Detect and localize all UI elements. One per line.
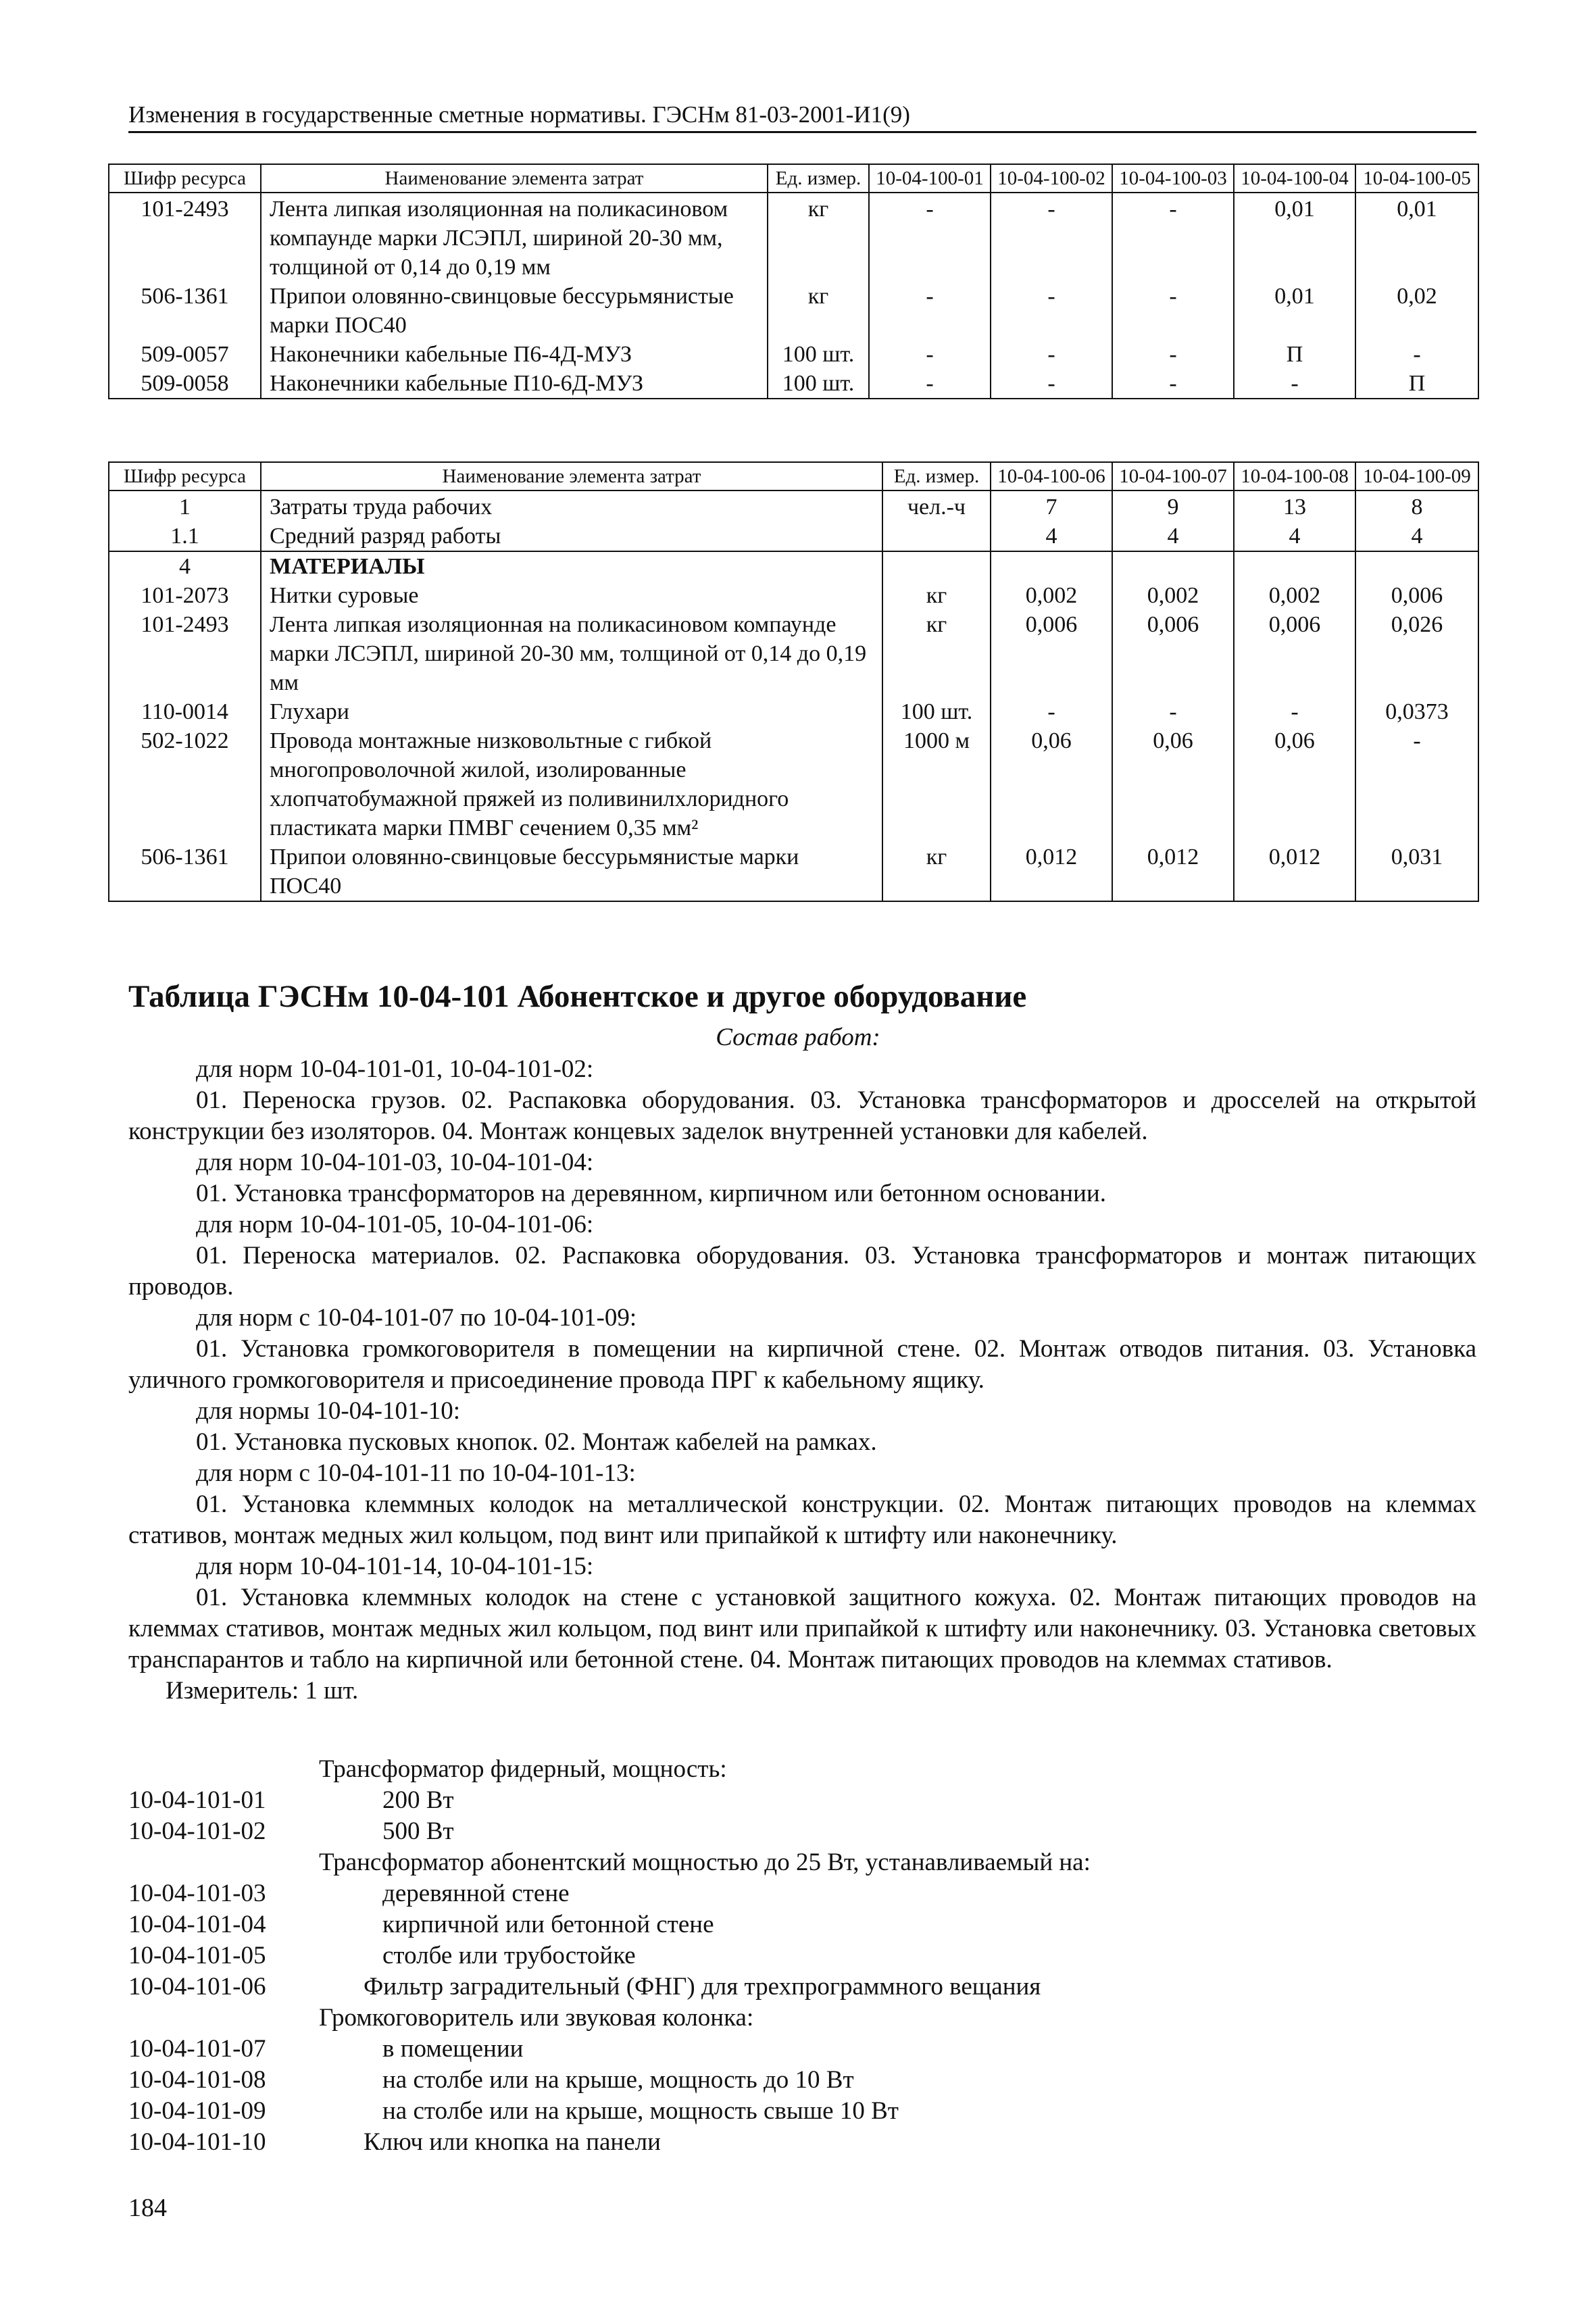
table-row: [109, 282, 1478, 340]
norm-description: в помещении: [382, 2035, 524, 2063]
norm-code: 10-04-101-09: [128, 2097, 266, 2125]
resource-name-cell: Глухари: [261, 697, 882, 726]
norm-code: 10-04-101-07: [128, 2035, 266, 2063]
norm-code: 10-04-101-10: [128, 2128, 266, 2156]
resource-name-cell: МАТЕРИАЛЫ: [261, 551, 882, 581]
norm-group-heading: Трансформатор абонентский мощностью до 25 Вт, устанавливаемый на:: [319, 1848, 1091, 1876]
work-step-paragraph: 01. Переноска грузов. 02. Распаковка оборудования. 03. Установка трансформаторов и дросселей на открытой конструкции без изоляторов. 04. Монтаж концевых заделок внутренней установки для кабелей.: [128, 1086, 1476, 1145]
norm-group-heading: Громкоговоритель или звуковая колонка:: [319, 2004, 754, 2032]
value-cell: 100 шт.: [882, 697, 991, 726]
header-cell: 10-04-100-04: [1234, 164, 1355, 193]
table-row: [109, 581, 1478, 610]
resource-name-cell: Средний разряд работы: [261, 522, 882, 551]
resource-code-cell: 110-0014: [109, 697, 261, 726]
resource-name-cell: Припои оловянно-свинцовые бессурьмянистые марки ПОС40: [261, 842, 882, 901]
value-cell: [991, 551, 1112, 581]
norm-description: Фильтр заградительный (ФНГ) для трехпрограммного вещания: [364, 1973, 1041, 2001]
norm-list-row: [128, 1940, 1476, 1971]
page-number: 184: [128, 2194, 167, 2222]
header-cell: 10-04-100-07: [1112, 462, 1234, 491]
value-cell: 0,06: [1112, 726, 1234, 842]
norm-list-row: [128, 1909, 1476, 1940]
header-cell: 10-04-100-01: [869, 164, 991, 193]
value-cell: 0,012: [991, 842, 1112, 901]
table-row: [109, 369, 1478, 399]
value-cell: 0,006: [1234, 610, 1355, 697]
value-cell: 0,02: [1355, 282, 1478, 340]
table-row: [109, 340, 1478, 369]
resource-code-cell: 1.1: [109, 522, 261, 551]
work-composition-text: [128, 1054, 1476, 1707]
norm-description: столбе или трубостойке: [382, 1942, 636, 1969]
value-cell: [1355, 551, 1478, 581]
value-cell: -: [991, 340, 1112, 369]
value-cell: [1234, 551, 1355, 581]
value-cell: -: [1112, 193, 1234, 282]
norm-code: 10-04-101-01: [128, 1786, 266, 1814]
value-cell: -: [991, 369, 1112, 399]
value-cell: -: [991, 282, 1112, 340]
resource-name-cell: Лента липкая изоляционная на поликасиновом компаунде марки ЛСЭПЛ, шириной 20-30 мм, толщиной от 0,14 до 0,19 мм: [261, 610, 882, 697]
value-cell: 0,01: [1355, 193, 1478, 282]
norm-range-heading: для норм 10-04-101-01, 10-04-101-02:: [196, 1055, 594, 1083]
header-cell: 10-04-100-06: [991, 462, 1112, 491]
norm-range-heading: для норм с 10-04-101-11 по 10-04-101-13:: [196, 1459, 636, 1487]
work-step-paragraph: 01. Переноска материалов. 02. Распаковка оборудования. 03. Установка трансформаторов и монтаж питающих проводов.: [128, 1242, 1476, 1301]
value-cell: -: [869, 369, 991, 399]
value-cell: -: [1112, 369, 1234, 399]
resource-name-cell: Лента липкая изоляционная на поликасиновом компаунде марки ЛСЭПЛ, шириной 20-30 мм, толщиной от 0,14 до 0,19 мм: [261, 193, 768, 282]
work-step-paragraph: 01. Установка пусковых кнопок. 02. Монтаж кабелей на рамках.: [196, 1428, 877, 1456]
norm-list-row: [128, 1816, 1476, 1847]
resource-code-cell: 509-0057: [109, 340, 261, 369]
norm-code: 10-04-101-02: [128, 1817, 266, 1845]
table-row: [109, 610, 1478, 697]
norm-range-heading: для нормы 10-04-101-10:: [196, 1397, 461, 1425]
value-cell: -: [1112, 697, 1234, 726]
resource-name-cell: Припои оловянно-свинцовые бессурьмянистые марки ПОС40: [261, 282, 768, 340]
resource-code-cell: 101-2493: [109, 610, 261, 697]
value-cell: кг: [882, 610, 991, 697]
resource-name-cell: Нитки суровые: [261, 581, 882, 610]
resource-code-cell: 101-2493: [109, 193, 261, 282]
header-cell: 10-04-100-09: [1355, 462, 1478, 491]
value-cell: 4: [1234, 522, 1355, 551]
resource-code-cell: 1: [109, 491, 261, 522]
norm-code: 10-04-101-08: [128, 2066, 266, 2094]
value-cell: 1000 м: [882, 726, 991, 842]
norm-code: 10-04-101-05: [128, 1942, 266, 1969]
value-cell: 0,026: [1355, 610, 1478, 697]
work-step-paragraph: 01. Установка клеммных колодок на стене с установкой защитного кожуха. 02. Монтаж питающих проводов на клеммах стативов, монтаж медных жил кольцом, под винт или припайкой к штифту или наконечнику. 03. Установка световых транспарантов и табло на кирпичной или бетонной стене. 04. Монтаж питающих проводов на клеммах стативов.: [128, 1584, 1476, 1674]
table-row: [109, 726, 1478, 842]
value-cell: 0,002: [1112, 581, 1234, 610]
value-cell: 0,01: [1234, 282, 1355, 340]
value-cell: [1112, 551, 1234, 581]
table-row: [109, 697, 1478, 726]
value-cell: -: [1112, 340, 1234, 369]
resource-code-cell: 506-1361: [109, 282, 261, 340]
norm-code: 10-04-101-06: [128, 1973, 266, 2001]
value-cell: -: [1234, 697, 1355, 726]
norm-description: 500 Вт: [382, 1817, 454, 1845]
value-cell: П: [1234, 340, 1355, 369]
running-header: Изменения в государственные сметные нормативы. ГЭСНм 81-03-2001-И1(9): [128, 101, 1476, 133]
work-step-paragraph: 01. Установка громкоговорителя в помещении на кирпичной стене. 02. Монтаж отводов питания. 03. Установка уличного громкоговорителя и присоединение провода ПРГ к кабельному ящику.: [128, 1335, 1476, 1394]
table-title: Таблица ГЭСНм 10-04-101 Абонентское и другое оборудование: [128, 979, 1027, 1014]
resource-name-cell: Наконечники кабельные П6-4Д-МУЗ: [261, 340, 768, 369]
resource-code-cell: 509-0058: [109, 369, 261, 399]
norm-list-row: [128, 2065, 1476, 2096]
table-row: [109, 193, 1478, 282]
resource-table-1: [108, 164, 1479, 399]
value-cell: -: [1234, 369, 1355, 399]
resource-name-cell: Затраты труда рабочих: [261, 491, 882, 522]
value-cell: П: [1355, 369, 1478, 399]
norm-group-heading: Трансформатор фидерный, мощность:: [319, 1755, 727, 1783]
value-cell: 0,002: [991, 581, 1112, 610]
value-cell: 100 шт.: [768, 369, 869, 399]
header-cell: 10-04-100-08: [1234, 462, 1355, 491]
norm-list-row: [128, 2096, 1476, 2127]
value-cell: -: [991, 193, 1112, 282]
header-cell: Ед. измер.: [768, 164, 869, 193]
resource-code-cell: 506-1361: [109, 842, 261, 901]
norm-description: на столбе или на крыше, мощность до 10 Вт: [382, 2066, 854, 2094]
norm-description: на столбе или на крыше, мощность свыше 10 Вт: [382, 2097, 899, 2125]
norm-list-row: [128, 1971, 1476, 2003]
header-cell: 10-04-100-05: [1355, 164, 1478, 193]
value-cell: 100 шт.: [768, 340, 869, 369]
value-cell: 4: [991, 522, 1112, 551]
header-cell: Шифр ресурса: [109, 462, 261, 491]
norm-list-row: [128, 1878, 1476, 1909]
norm-list-row: [128, 2003, 1476, 2034]
norm-range-heading: для норм 10-04-101-14, 10-04-101-15:: [196, 1553, 594, 1580]
work-step-paragraph: 01. Установка трансформаторов на деревянном, кирпичном или бетонном основании.: [196, 1180, 1106, 1207]
value-cell: 0,031: [1355, 842, 1478, 901]
value-cell: -: [869, 282, 991, 340]
norm-range-heading: для норм 10-04-101-05, 10-04-101-06:: [196, 1211, 594, 1238]
resource-code-cell: 502-1022: [109, 726, 261, 842]
value-cell: [882, 551, 991, 581]
header-cell: Наименование элемента затрат: [261, 164, 768, 193]
value-cell: [882, 522, 991, 551]
norm-list-row: [128, 1754, 1476, 1785]
value-cell: кг: [882, 581, 991, 610]
value-cell: 0,0373: [1355, 697, 1478, 726]
value-cell: 0,002: [1234, 581, 1355, 610]
value-cell: -: [1112, 282, 1234, 340]
norm-description: кирпичной или бетонной стене: [382, 1911, 714, 1938]
table-row: [109, 491, 1478, 522]
norm-description: 200 Вт: [382, 1786, 454, 1814]
value-cell: 4: [1112, 522, 1234, 551]
value-cell: кг: [768, 193, 869, 282]
value-cell: 7: [991, 491, 1112, 522]
resource-code-cell: 101-2073: [109, 581, 261, 610]
norm-description: Ключ или кнопка на панели: [364, 2128, 661, 2156]
value-cell: 0,06: [1234, 726, 1355, 842]
value-cell: 9: [1112, 491, 1234, 522]
value-cell: 0,06: [991, 726, 1112, 842]
norm-list-row: [128, 2127, 1476, 2158]
value-cell: 0,006: [1355, 581, 1478, 610]
resource-name-cell: Наконечники кабельные П10-6Д-МУЗ: [261, 369, 768, 399]
table-row: [109, 522, 1478, 551]
value-cell: -: [991, 697, 1112, 726]
norm-range-heading: для норм 10-04-101-03, 10-04-101-04:: [196, 1149, 594, 1176]
header-cell: 10-04-100-02: [991, 164, 1112, 193]
norm-description: деревянной стене: [382, 1880, 570, 1907]
norm-list-row: [128, 2034, 1476, 2065]
value-cell: -: [1355, 726, 1478, 842]
resource-code-cell: 4: [109, 551, 261, 581]
resource-table-2: [108, 461, 1479, 902]
value-cell: 0,01: [1234, 193, 1355, 282]
norm-range-heading: для норм с 10-04-101-07 по 10-04-101-09:: [196, 1304, 637, 1332]
norm-list-row: [128, 1847, 1476, 1878]
norm-code-list: [128, 1754, 1476, 2158]
norm-code: 10-04-101-04: [128, 1911, 266, 1938]
header-cell: Ед. измер.: [882, 462, 991, 491]
norm-list-row: [128, 1785, 1476, 1816]
table-row: [109, 551, 1478, 581]
value-cell: кг: [882, 842, 991, 901]
resource-name-cell: Провода монтажные низковольтные с гибкой многопроволочной жилой, изолированные хлопчатобумажной пряжей из поливинилхлоридного пластиката марки ПМВГ сечением 0,35 мм²: [261, 726, 882, 842]
work-composition-subtitle: Состав работ:: [716, 1024, 880, 1051]
value-cell: 13: [1234, 491, 1355, 522]
norm-code: 10-04-101-03: [128, 1880, 266, 1907]
value-cell: -: [1355, 340, 1478, 369]
value-cell: кг: [768, 282, 869, 340]
value-cell: 8: [1355, 491, 1478, 522]
value-cell: 0,012: [1234, 842, 1355, 901]
measurement-unit: Измеритель: 1 шт.: [166, 1677, 359, 1705]
table-row: [109, 842, 1478, 901]
value-cell: -: [869, 193, 991, 282]
value-cell: 0,012: [1112, 842, 1234, 901]
value-cell: чел.-ч: [882, 491, 991, 522]
value-cell: 0,006: [991, 610, 1112, 697]
value-cell: 4: [1355, 522, 1478, 551]
header-cell: Шифр ресурса: [109, 164, 261, 193]
value-cell: 0,006: [1112, 610, 1234, 697]
header-cell: 10-04-100-03: [1112, 164, 1234, 193]
header-cell: Наименование элемента затрат: [261, 462, 882, 491]
work-step-paragraph: 01. Установка клеммных колодок на металлической конструкции. 02. Монтаж питающих проводов на клеммах стативов, монтаж медных жил кольцом, под винт или припайкой к штифту или наконечнику.: [128, 1490, 1476, 1549]
value-cell: -: [869, 340, 991, 369]
